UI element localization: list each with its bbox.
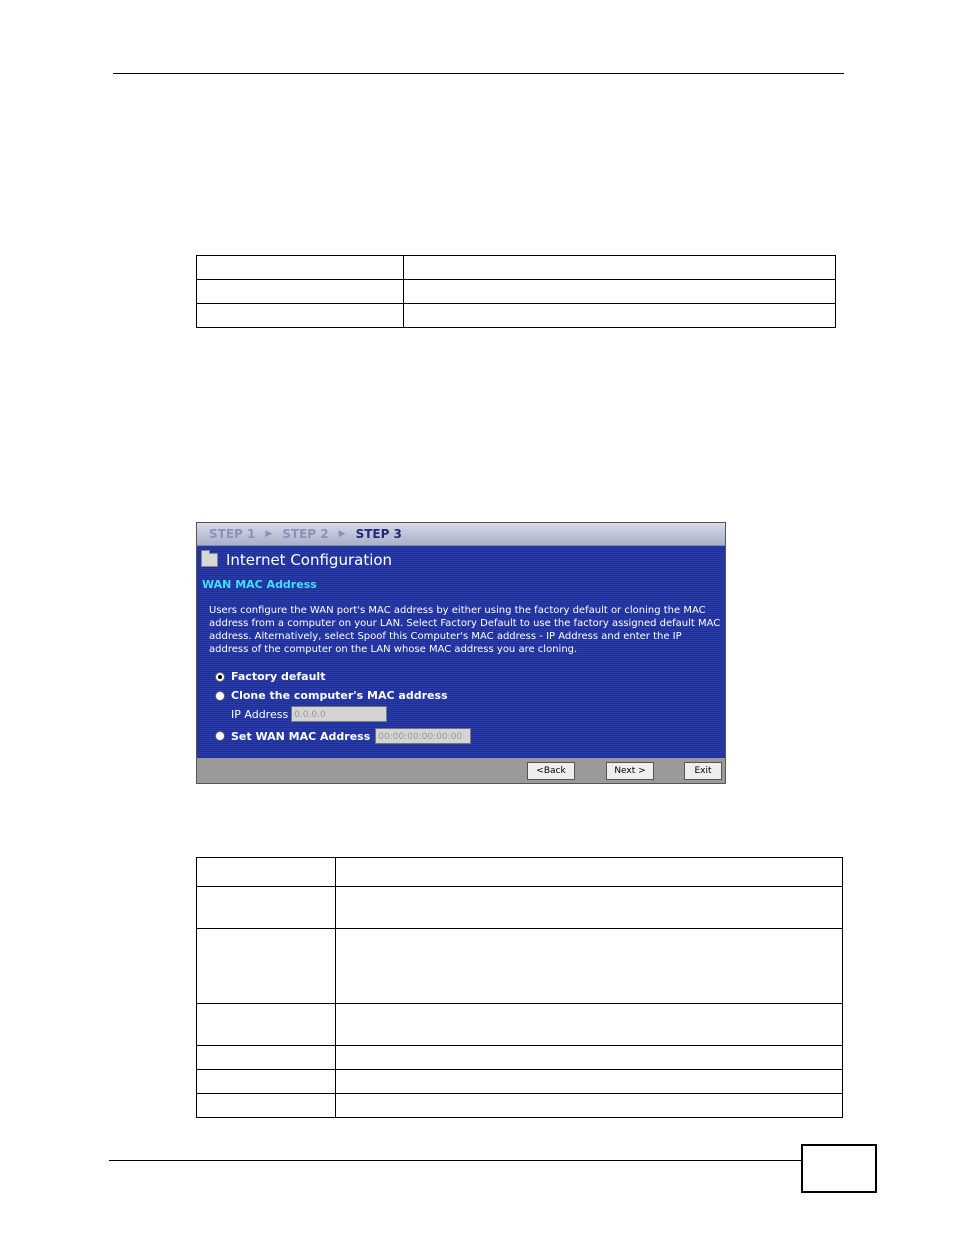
clone-mac-label: Clone the computer's MAC address <box>231 689 448 702</box>
page-number-box <box>801 1144 877 1193</box>
wizard-title: Internet Configuration <box>226 551 393 569</box>
option-set-wan-mac[interactable] <box>215 728 471 744</box>
next-button[interactable]: Next > <box>606 762 654 780</box>
option-clone-mac[interactable] <box>215 689 448 702</box>
wizard-title-row <box>197 546 725 574</box>
table-row <box>197 929 843 1004</box>
back-button[interactable]: <Back <box>527 762 575 780</box>
table-row <box>197 887 843 929</box>
set-wan-mac-label: Set WAN MAC Address <box>231 729 371 743</box>
wizard-steps <box>197 523 725 546</box>
arrow-right-icon: ▶ <box>265 529 273 539</box>
exit-button[interactable]: Exit <box>684 762 722 780</box>
table-header-row <box>197 858 843 887</box>
table-summary <box>196 255 836 328</box>
table-row <box>197 1094 843 1118</box>
step-2: STEP 2 <box>282 527 329 541</box>
clone-mac-radio[interactable] <box>215 691 225 701</box>
table-row <box>197 256 836 280</box>
section-heading: WAN MAC Address <box>202 578 317 591</box>
step-1: STEP 1 <box>209 527 256 541</box>
factory-default-radio[interactable] <box>215 672 225 682</box>
step-3: STEP 3 <box>355 527 402 541</box>
table-fields <box>196 857 843 1118</box>
wizard-screenshot <box>196 522 726 784</box>
wizard-description: Users configure the WAN port's MAC address by either using the factory default or cloning the MAC address from a computer on your LAN. Select Factory Default to use the factory assigned default MAC address. Alternatively, select Spoof this Computer's MAC address - IP Address and enter the IP address of the computer on the LAN whose MAC address you are cloning. <box>209 605 721 655</box>
table-row <box>197 1046 843 1070</box>
option-factory-default[interactable] <box>215 670 325 683</box>
table-row <box>197 280 836 304</box>
table-row <box>197 1070 843 1094</box>
arrow-right-icon: ▶ <box>338 529 346 539</box>
footer-rule <box>109 1160 802 1161</box>
ip-address-label: IP Address <box>231 707 289 721</box>
ip-address-row <box>231 706 387 722</box>
set-wan-mac-radio[interactable] <box>215 731 225 741</box>
factory-default-label: Factory default <box>231 670 326 683</box>
ip-address-input[interactable]: 0.0.0.0 <box>291 706 387 722</box>
wan-mac-input[interactable]: 00:00:00:00:00:00 <box>375 728 471 744</box>
wizard-footer <box>197 758 725 783</box>
header-rule <box>113 73 844 74</box>
table-row <box>197 1004 843 1046</box>
table-row <box>197 304 836 328</box>
folder-icon <box>201 553 218 567</box>
